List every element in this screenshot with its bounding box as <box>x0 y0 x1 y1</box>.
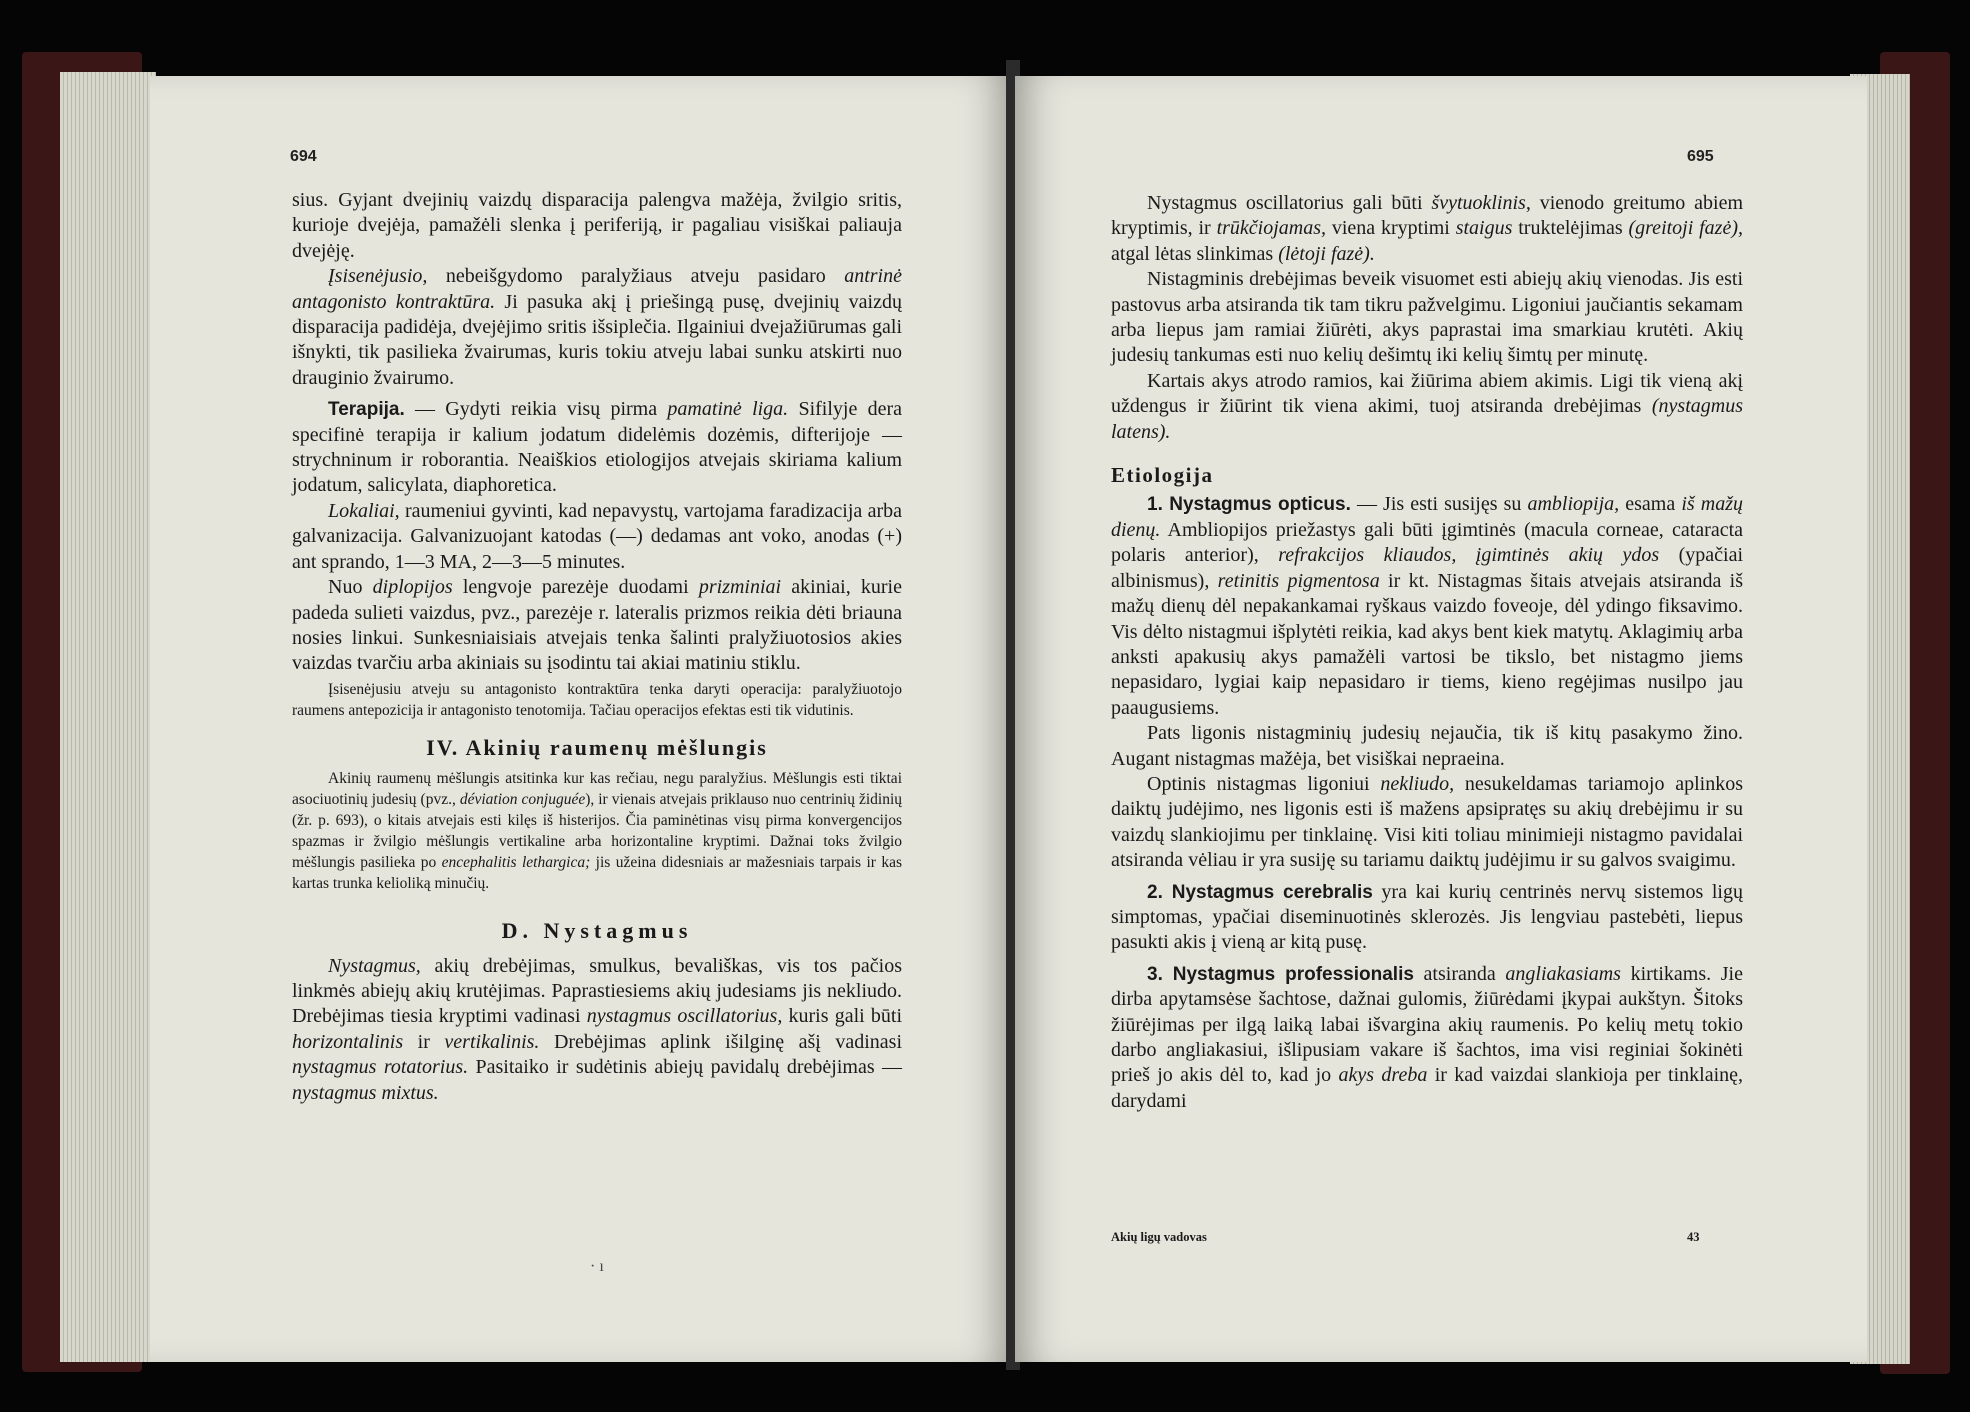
text: Nuo <box>328 576 373 599</box>
text: kirtikams. Jie dirba apytamsėse šachtose, dažnai gulomis, žiūrėdami įkypai aukštyn. Šitoks žiūrėjimas per ilgą laiką labai išvargina akių raumenis. Po kelių metų tokio darbo angliakasiui, išlipusiam vakare iš šachtos, ima visi reginiai šokinėti prieš jo akis dėl to, kad jo <box>1111 962 1743 1087</box>
page-number-right: 695 <box>1687 148 1714 165</box>
footer-book-title: Akių ligų vadovas <box>1111 1230 1207 1244</box>
text: ir kad vaizdai slankioja per tinklainę, darydami <box>1111 1064 1744 1112</box>
footer-signature: 43 <box>1687 1230 1700 1244</box>
text-italic: ambliopija, <box>1527 493 1620 516</box>
text-italic: horizontalinis <box>292 1030 404 1053</box>
text: viena kryptimi <box>1326 217 1456 240</box>
left-page-text <box>292 188 902 1106</box>
text: — Jis esti susijęs su <box>1350 493 1528 516</box>
text-italic: akys dreba <box>1338 1064 1428 1087</box>
term-heading: 1. Nystagmus opticus. <box>1147 494 1351 516</box>
text-italic: iš mažų dienų. <box>1111 493 1743 541</box>
text: Pats ligonis nistagminių judesių nejaučia, tik iš kitų pasakymo žino. Augant nistagmas mažėja, bet visiškai nepraeina. <box>1111 722 1743 770</box>
text-italic: švytuoklinis, <box>1431 192 1531 214</box>
text-italic: staigus <box>1455 217 1513 240</box>
text: lengvoje parezėje duodami <box>452 576 699 599</box>
text-italic: (greitoji fazė), <box>1628 217 1743 240</box>
text: — Gydyti reikia visų pirma <box>404 398 668 421</box>
text: esama <box>1619 493 1682 516</box>
section-heading-iv: IV. Akinių raumenų mėšlungis <box>426 734 768 760</box>
text: ir <box>403 1030 445 1053</box>
section-heading-d: D. Nystagmus <box>501 918 693 944</box>
text: nebeišgydomo paralyžiaus atveju pasidaro <box>427 265 845 288</box>
text-italic: Nystagmus, <box>328 954 421 977</box>
paragraph-small-note <box>292 679 902 721</box>
text-italic: retinitis pigmentosa <box>1217 569 1380 592</box>
text: truktelėjimas <box>1512 217 1629 240</box>
paragraph-1 <box>292 188 902 264</box>
text: nesukeldamas tariamojo aplinkos daiktų judėjimo, nes ligonis esti iš mažens apsipratęs su akių drebėjimu ir su vaizdų slankiojimu per tinklainę. Visi kiti toliau minimieji nistagmo pavidalai atsiranda vėliau ir yra susiję su tariamu daiktų judėjimu ir su galvos svaigimu. <box>1111 772 1743 872</box>
text-italic: déviation conjuguée <box>459 791 586 809</box>
text: Ji pasuka akį į priešingą pusę, dvejinių vaizdų disparacija padidėja, dvejėjimo sritis išsiplečia. Ilgainiui dvejažiūrumas gali išnykti, tik pasilieka žvairumas, kuris tokiu atveju labai sunku atskirti nuo drauginio žvairumo. <box>292 290 902 389</box>
paragraph-4 <box>292 499 902 575</box>
paragraph-cerebralis <box>1111 880 1743 956</box>
term-heading: Terapija. <box>328 399 405 421</box>
paragraph-nystagmus <box>292 954 902 1106</box>
left-page <box>150 76 1010 1362</box>
text-italic: nystagmus mixtus. <box>292 1081 439 1104</box>
page-number-left: 694 <box>290 148 317 165</box>
text-italic: vertikalinis. <box>444 1030 540 1053</box>
text: ), ir vienais atvejais priklauso nuo centrinių židinių (žr. p. 693), o kitais atvejais esti kilęs iš histerijos. Čia paminėtinas visų pirma konvergencijos spazmas ir žvilgio mėšlungis vertikaline arba horizontaline kryptimi. Dažnai toks žvilgio mėšlungis pasilieka po <box>292 791 902 872</box>
text-italic: Įsisenėjusio, <box>328 265 428 288</box>
text: atsiranda <box>1413 962 1506 985</box>
paragraph-2 <box>292 264 902 391</box>
term-heading: 3. Nystagmus professionalis <box>1147 963 1414 985</box>
paragraph-oscillatorius <box>1111 191 1743 267</box>
text: sius. Gyjant dvejinių vaizdų disparacija palengva mažėja, žvilgio sritis, kurioje dvejėja, pamažėli slenka į periferiją, ir pagaliau visiškai paliauja dvejėję. <box>292 189 902 262</box>
text: akių drebėjimas, smulkus, bevališkas, vis tos pačios linkmės abiejų akių krutėjimas. Paprastiesiems akių judesiams jis nekliudo. Drebėjimas tiesia kryptimi vadinasi <box>292 954 902 1028</box>
text: Drebėjimas aplink išilginę ašį vadinasi <box>539 1030 902 1053</box>
paragraph-optic-nistagmus <box>1111 772 1743 874</box>
text-italic: nystagmus rotatorius. <box>292 1056 469 1079</box>
text-italic: (lėtoji fazė). <box>1278 242 1375 265</box>
text-italic: Lokaliai, <box>328 499 400 522</box>
page-edges-left <box>60 72 156 1362</box>
text-italic: prizminiai <box>698 576 782 599</box>
text-italic: trūkčiojamas, <box>1216 217 1326 240</box>
text-italic: angliakasiams <box>1505 962 1621 985</box>
text: Ambliopijos priežastys gali būti įgimtinės (macula corneae, cataracta polaris anterior), <box>1111 518 1743 567</box>
paragraph-tremor <box>1111 267 1743 369</box>
text: Akinių raumenų mėšlungis atsitinka kur kas rečiau, negu paralyžius. Mėšlungis esti tiktai asociuotinių judesių (pvz., <box>292 770 902 809</box>
text: yra kai kurių centrinės nervų sistemos ligų simptomas, ypačiai diseminuotinės sklerozės. Jis lengviau pastebėti, liepus pasukti akis į vieną ar kitą pusę. <box>1111 880 1743 954</box>
text-italic: nekliudo, <box>1380 772 1455 795</box>
heading-etiologija: Etiologija <box>1111 463 1214 488</box>
text: (ypačiai albinismus), <box>1111 544 1744 592</box>
paragraph-5 <box>292 575 902 677</box>
text: jis užeina didesniais ar mažesniais tarpais ir kas kartas trunka kelioliką minučių. <box>292 854 902 893</box>
text: Kartais akys atrodo ramios, kai žiūrima abiem akimis. Ligi tik vieną akį uždengus ir žiūrint tik viena akimi, tuoj atsiranda drebėjimas <box>1111 369 1743 418</box>
paragraph-latens <box>1111 369 1743 445</box>
text: kuris gali būti <box>782 1005 902 1028</box>
text-italic: (nystagmus latens). <box>1111 395 1743 443</box>
paragraph-professionalis <box>1111 962 1743 1114</box>
print-mark: · ı <box>590 1258 604 1275</box>
text-italic: nystagmus oscillatorius, <box>586 1005 783 1028</box>
paragraph-spasm <box>292 768 902 894</box>
text: vienodo greitumo abiem kryptimis, ir <box>1111 192 1743 240</box>
text: atgal lėtas slinkimas <box>1111 242 1279 265</box>
paragraph-therapy <box>292 397 902 499</box>
text-italic: encephalitis lethargica; <box>441 854 591 872</box>
text: akiniai, kurie padeda sulieti vaizdus, pvz., parezėje r. lateralis prizmos reikia dėti briauna nosies linkui. Sunkesniaisiais atvejais tenka šalinti pralyžiuotosios akies vaizdas tvarčiu arba akiniais su įsodintu tai akiai matiniu stiklu. <box>292 576 902 675</box>
paragraph-patient <box>1111 721 1743 772</box>
paragraph-opticus <box>1111 492 1743 721</box>
term-heading: 2. Nystagmus cerebralis <box>1147 881 1373 903</box>
text: Sifilyje dera specifinė terapija ir kalium jodatum didelėmis dozėmis, difterijoje — strychninum ir roborantia. Neaiškios etiologijos atvejais skiriama kalium jodatum, salicylata, diaphoretica. <box>292 398 903 497</box>
text: Pasitaiko ir sudėtinis abiejų pavidalų drebėjimas — <box>468 1056 902 1079</box>
text-italic: refrakcijos kliaudos, įgimtinės akių ydos <box>1278 544 1660 567</box>
text-italic: pamatinė liga. <box>667 398 789 421</box>
text-italic: diplopijos <box>372 576 453 599</box>
text: Nystagmus oscillatorius gali būti <box>1147 192 1432 214</box>
text: Įsisenėjusiu atveju su antagonisto kontraktūra tenka daryti operacija: paralyžiuotojo raumens antepozicija ir antagonisto tenotomija. Tačiau operacijos efektas esti tik vidutinis. <box>292 680 902 719</box>
right-page-text <box>1111 191 1743 1114</box>
right-page <box>1015 76 1867 1362</box>
text-italic: antrinė antagonisto kontraktūra. <box>292 265 902 313</box>
text: raumeniui gyvinti, kad nepavystų, vartojama faradizacija arba galvanizacija. Galvanizuojant katodas (—) dedamas ant voko, anodas (+) ant sprando, 1—3 MA, 2—3—5 minutes. <box>292 499 902 573</box>
text: ir kt. Nistagmas šitais atvejais atsiranda iš mažų dienų dėl nepakankamai ryškaus vaizdo foveoje, dėl ydingo fiksavimo. Vis dėlto nistagmui išplytėti reikia, kad akys bent kiek matytų. Aklagimių arba anksti apakusių akys pamažėli vartosi be tikslo, bet nistagmo jiems nepasidaro, lygiai kaip nepasidaro ir tiems, kieno regėjimas nusilpo jau paaugusiems. <box>1111 569 1743 719</box>
text: Nistagminis drebėjimas beveik visuomet esti abiejų akių vienodas. Jis esti pastovus arba atsiranda tik tam tikru pažvelgimu. Ligoniui jaučiantis sekamam arba liepus jam ramiai žiūrėti, akys paprastai ima smarkiau krutėti. Akių judesių tankumas esti nuo kelių dešimtų iki kelių šimtų per minutę. <box>1111 268 1743 367</box>
text: Optinis nistagmas ligoniui <box>1147 772 1381 795</box>
